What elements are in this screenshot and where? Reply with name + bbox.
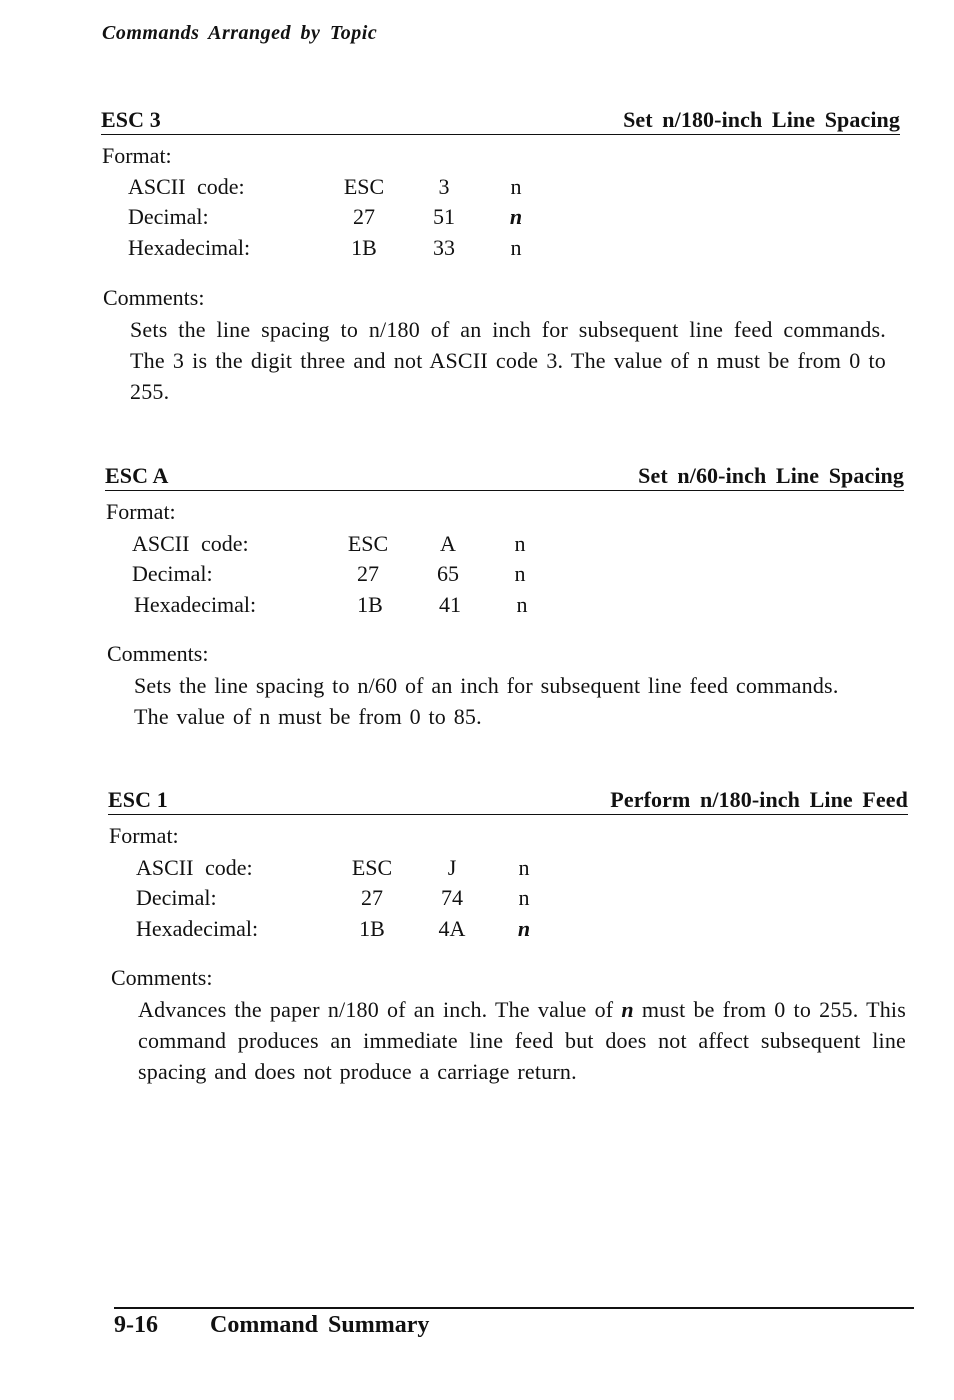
- value-3: n: [510, 235, 522, 260]
- format-row-ascii: [106, 531, 606, 561]
- value-3: n: [516, 592, 528, 617]
- format-row-ascii: [102, 174, 602, 204]
- value-2: 41: [439, 592, 461, 617]
- value-1: ESC: [351, 855, 393, 880]
- command-title: Perform n/180-inch Line Feed: [610, 787, 908, 812]
- command-section-esc-a: [105, 463, 904, 729]
- command-code: ESC 3: [101, 107, 161, 132]
- footer-rule: [114, 1307, 914, 1309]
- format-row-decimal: [106, 561, 606, 591]
- value-1: 27: [353, 204, 375, 229]
- value-3: n: [518, 855, 530, 880]
- command-section-esc-1: [108, 787, 908, 1084]
- row-label: Hexadecimal:: [134, 592, 257, 617]
- format-label: Format:: [106, 499, 176, 524]
- value-3: n: [518, 885, 530, 910]
- row-label: ASCII code:: [136, 855, 253, 880]
- format-row-ascii: [110, 855, 610, 885]
- value-1: ESC: [347, 531, 389, 556]
- row-label: ASCII code:: [128, 174, 245, 199]
- format-label: Format:: [102, 143, 172, 168]
- format-label: Format:: [109, 823, 179, 848]
- value-2: 74: [441, 885, 463, 910]
- value-1: 1B: [359, 916, 385, 941]
- row-label: ASCII code:: [132, 531, 249, 556]
- comments-text: Sets the line spacing to n/60 of an inch for subsequent line feed commands. The value of n must be from 0 to 85.: [134, 673, 839, 729]
- value-1: 27: [357, 561, 379, 586]
- value-2: 3: [438, 174, 450, 199]
- value-2: 65: [437, 561, 459, 586]
- value-1: ESC: [343, 174, 385, 199]
- value-2: 33: [433, 235, 455, 260]
- comments-text: Sets the line spacing to n/180 of an inch for subsequent line feed commands. The 3 is the digit three and not ASCII code 3. The value of n must be from 0 to 255.: [130, 317, 886, 404]
- format-row-hexadecimal: [102, 235, 602, 265]
- row-label: Hexadecimal:: [136, 916, 259, 941]
- section-heading: [101, 108, 900, 135]
- value-1: 27: [361, 885, 383, 910]
- value-2: J: [447, 855, 457, 880]
- comments-text-start: Advances the paper n/180 of an inch. The value of: [138, 997, 622, 1022]
- comments-text: [138, 994, 906, 1087]
- comments-text-end: must be from 0 to 255. This command produces an immediate line feed but does not affect subsequent line spacing and does not produce a carriage return.: [138, 997, 906, 1084]
- row-label: Decimal:: [132, 561, 213, 586]
- value-2: 4A: [438, 916, 466, 941]
- value-1: 1B: [357, 592, 383, 617]
- command-title: Set n/60-inch Line Spacing: [638, 463, 904, 488]
- format-row-decimal: [102, 204, 602, 234]
- value-3: n: [510, 174, 522, 199]
- command-title: Set n/180-inch Line Spacing: [623, 107, 900, 132]
- value-3: n: [517, 916, 531, 941]
- value-3: n: [509, 204, 523, 229]
- format-row-hexadecimal: [110, 916, 610, 946]
- command-code: ESC 1: [108, 787, 168, 812]
- section-heading: [108, 788, 908, 815]
- footer-page-number: 9-16: [114, 1312, 158, 1338]
- format-row-decimal: [110, 885, 610, 915]
- command-code: ESC A: [105, 463, 169, 488]
- row-label: Decimal:: [128, 204, 209, 229]
- row-label: Hexadecimal:: [128, 235, 251, 260]
- footer-chapter-title: Command Summary: [210, 1312, 430, 1338]
- value-2: 51: [433, 204, 455, 229]
- value-2: A: [440, 531, 456, 556]
- format-row-hexadecimal: [108, 592, 608, 622]
- running-head: Commands Arranged by Topic: [102, 22, 378, 44]
- value-3: n: [514, 531, 526, 556]
- comments-label: Comments:: [107, 641, 209, 666]
- section-heading: [105, 464, 904, 491]
- comments-label: Comments:: [103, 285, 205, 310]
- value-3: n: [514, 561, 526, 586]
- comments-label: Comments:: [111, 965, 213, 990]
- variable-n: n: [621, 997, 634, 1022]
- row-label: Decimal:: [136, 885, 217, 910]
- value-1: 1B: [351, 235, 377, 260]
- command-section-esc-3: [101, 107, 900, 404]
